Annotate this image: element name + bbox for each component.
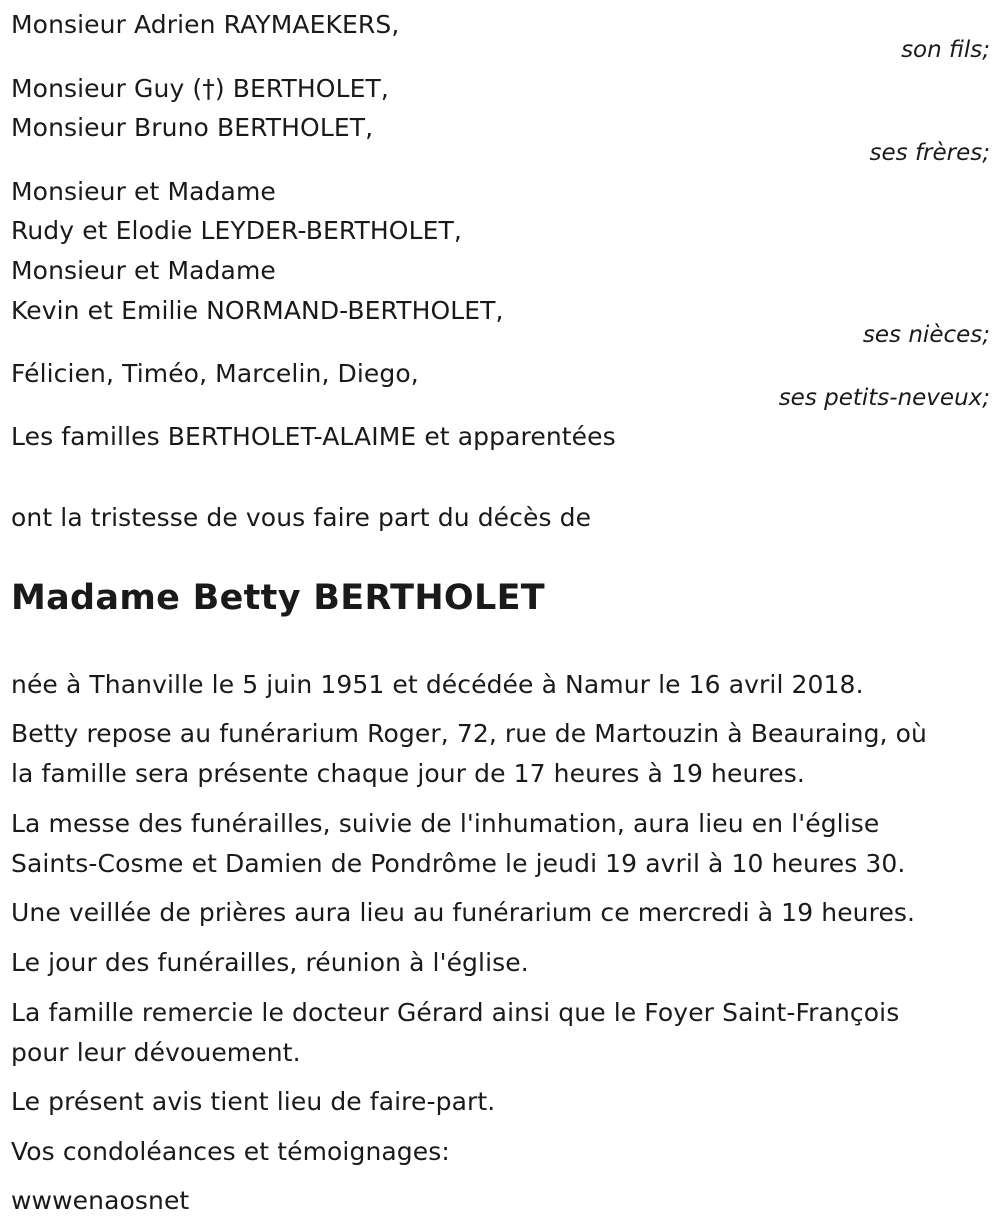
condolences-label: Vos condoléances et témoignages: <box>11 1137 450 1166</box>
brother-name-1: Monsieur Guy (†) BERTHOLET, <box>11 74 389 103</box>
niece-2-title: Monsieur et Madame <box>11 256 276 285</box>
meeting-info: Le jour des funérailles, réunion à l'église. <box>11 948 529 977</box>
thanks-line-2: pour leur dévouement. <box>11 1038 301 1067</box>
announcement-text: ont la tristesse de vous faire part du décès de <box>11 503 592 532</box>
nieces-role: ses nièces; <box>862 322 990 348</box>
notice-text: Le présent avis tient lieu de faire-part. <box>11 1087 496 1116</box>
birth-death-info: née à Thanville le 5 juin 1951 et décédée à Namur le 16 avril 2018. <box>11 670 864 699</box>
brother-name-2: Monsieur Bruno BERTHOLET, <box>11 113 374 142</box>
repose-info-line-2: la famille sera présente chaque jour de 17 heures à 19 heures. <box>11 759 805 788</box>
niece-1-title: Monsieur et Madame <box>11 177 276 206</box>
deceased-name: Madame Betty BERTHOLET <box>11 578 545 618</box>
grandnephews-names: Félicien, Timéo, Marcelin, Diego, <box>11 359 419 388</box>
thanks-line-1: La famille remercie le docteur Gérard ainsi que le Foyer Saint-François <box>11 998 900 1027</box>
website-link[interactable]: wwwenaosnet <box>11 1186 190 1215</box>
niece-1-names: Rudy et Elodie LEYDER-BERTHOLET, <box>11 216 462 245</box>
mass-info-line-2: Saints-Cosme et Damien de Pondrôme le jeudi 19 avril à 10 heures 30. <box>11 849 906 878</box>
brothers-role: ses frères; <box>869 140 990 166</box>
niece-2-names: Kevin et Emilie NORMAND-BERTHOLET, <box>11 296 504 325</box>
grandnephews-role: ses petits-neveux; <box>778 385 990 411</box>
repose-info-line-1: Betty repose au funérarium Roger, 72, rue de Martouzin à Beauraing, où <box>11 719 927 748</box>
son-role: son fils; <box>901 37 990 63</box>
mass-info-line-1: La messe des funérailles, suivie de l'inhumation, aura lieu en l'église <box>11 809 880 838</box>
vigil-info: Une veillée de prières aura lieu au funérarium ce mercredi à 19 heures. <box>11 898 916 927</box>
extended-families: Les familles BERTHOLET-ALAIME et apparentées <box>11 422 616 451</box>
son-name: Monsieur Adrien RAYMAEKERS, <box>11 10 400 39</box>
